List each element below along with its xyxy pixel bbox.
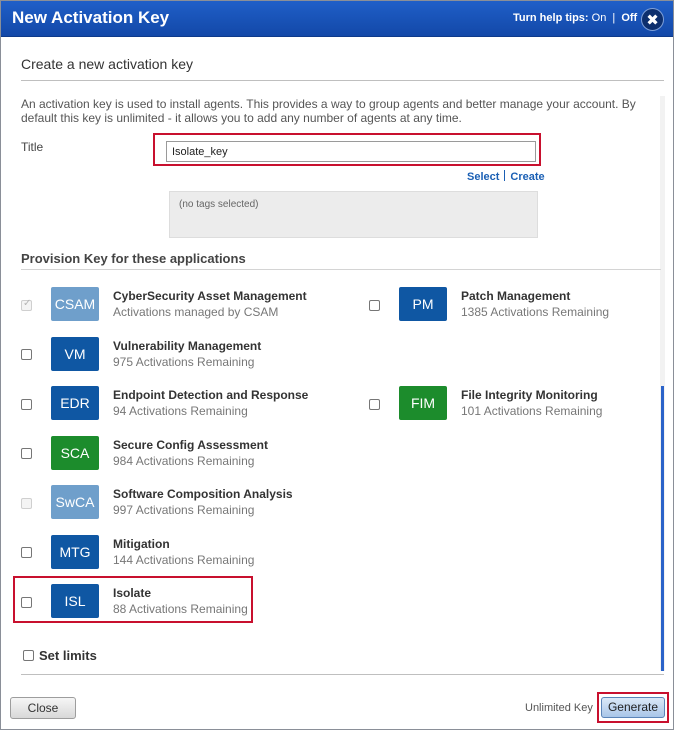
section-title: Create a new activation key [21, 56, 193, 72]
divider [21, 80, 664, 81]
close-icon[interactable]: ✖ [641, 8, 664, 31]
fim-app-status: 101 Activations Remaining [461, 404, 603, 418]
dialog-title: New Activation Key [12, 8, 170, 27]
close-button[interactable]: Close [10, 697, 76, 719]
link-divider [504, 170, 505, 181]
vm-checkbox[interactable] [21, 349, 32, 360]
unlimited-key-label: Unlimited Key [525, 702, 593, 714]
tag-links [467, 170, 545, 183]
no-tags-text: (no tags selected) [179, 199, 259, 210]
pm-app-icon: PM [399, 287, 447, 321]
edr-app-name: Endpoint Detection and Response [113, 388, 309, 402]
sca-checkbox[interactable] [21, 448, 32, 459]
help-tips-separator: | [612, 12, 616, 24]
help-tips-on-link[interactable]: On [591, 12, 607, 24]
pm-app-status: 1385 Activations Remaining [461, 305, 610, 319]
help-tips-label: Turn help tips: [513, 12, 589, 24]
help-tips-toggle [513, 12, 637, 24]
fim-app-name: File Integrity Monitoring [461, 388, 598, 402]
sca-app-icon: SCA [51, 436, 99, 470]
isl-checkbox[interactable] [21, 597, 32, 608]
title-bar [1, 1, 673, 37]
select-tags-link[interactable]: Select [467, 171, 500, 183]
isl-app-name: Isolate [113, 586, 152, 600]
swca-app-name: Software Composition Analysis [113, 487, 293, 501]
fim-app-icon: FIM [399, 386, 447, 420]
fim-checkbox[interactable] [369, 399, 380, 410]
generate-button[interactable]: Generate [601, 697, 665, 718]
divider [21, 674, 664, 675]
title-label: Title [21, 140, 44, 154]
isl-app-status: 88 Activations Remaining [113, 602, 248, 616]
tags-box[interactable] [169, 191, 538, 238]
csam-checkbox[interactable] [21, 300, 32, 311]
swca-app-icon: SwCA [51, 485, 99, 519]
title-input[interactable] [166, 141, 536, 162]
edr-checkbox[interactable] [21, 399, 32, 410]
vm-app-icon: VM [51, 337, 99, 371]
set-limits-checkbox[interactable] [23, 650, 34, 661]
provision-heading: Provision Key for these applications [21, 251, 246, 266]
csam-app-status: Activations managed by CSAM [113, 305, 279, 319]
scrollbar-thumb[interactable] [661, 386, 664, 671]
description-text: An activation key is used to install agents. This provides a way to group agents and better manage your account. By default this key is unlimited - it allows you to add any number of agents at any time. [21, 97, 636, 125]
mtg-app-status: 144 Activations Remaining [113, 553, 255, 567]
vm-app-status: 975 Activations Remaining [113, 355, 255, 369]
csam-app-icon: CSAM [51, 287, 99, 321]
edr-app-icon: EDR [51, 386, 99, 420]
isl-app-icon: ISL [51, 584, 99, 618]
swca-app-status: 997 Activations Remaining [113, 503, 255, 517]
mtg-app-name: Mitigation [113, 537, 170, 551]
mtg-checkbox[interactable] [21, 547, 32, 558]
mtg-app-icon: MTG [51, 535, 99, 569]
sca-app-status: 984 Activations Remaining [113, 454, 255, 468]
divider [21, 269, 661, 270]
help-tips-off-link[interactable]: Off [621, 12, 638, 24]
edr-app-status: 94 Activations Remaining [113, 404, 248, 418]
pm-checkbox[interactable] [369, 300, 380, 311]
create-tag-link[interactable]: Create [510, 171, 545, 183]
sca-app-name: Secure Config Assessment [113, 438, 268, 452]
pm-app-name: Patch Management [461, 289, 571, 303]
csam-app-name: CyberSecurity Asset Management [113, 289, 307, 303]
vm-app-name: Vulnerability Management [113, 339, 262, 353]
swca-checkbox[interactable] [21, 498, 32, 509]
set-limits-label[interactable]: Set limits [39, 648, 97, 663]
